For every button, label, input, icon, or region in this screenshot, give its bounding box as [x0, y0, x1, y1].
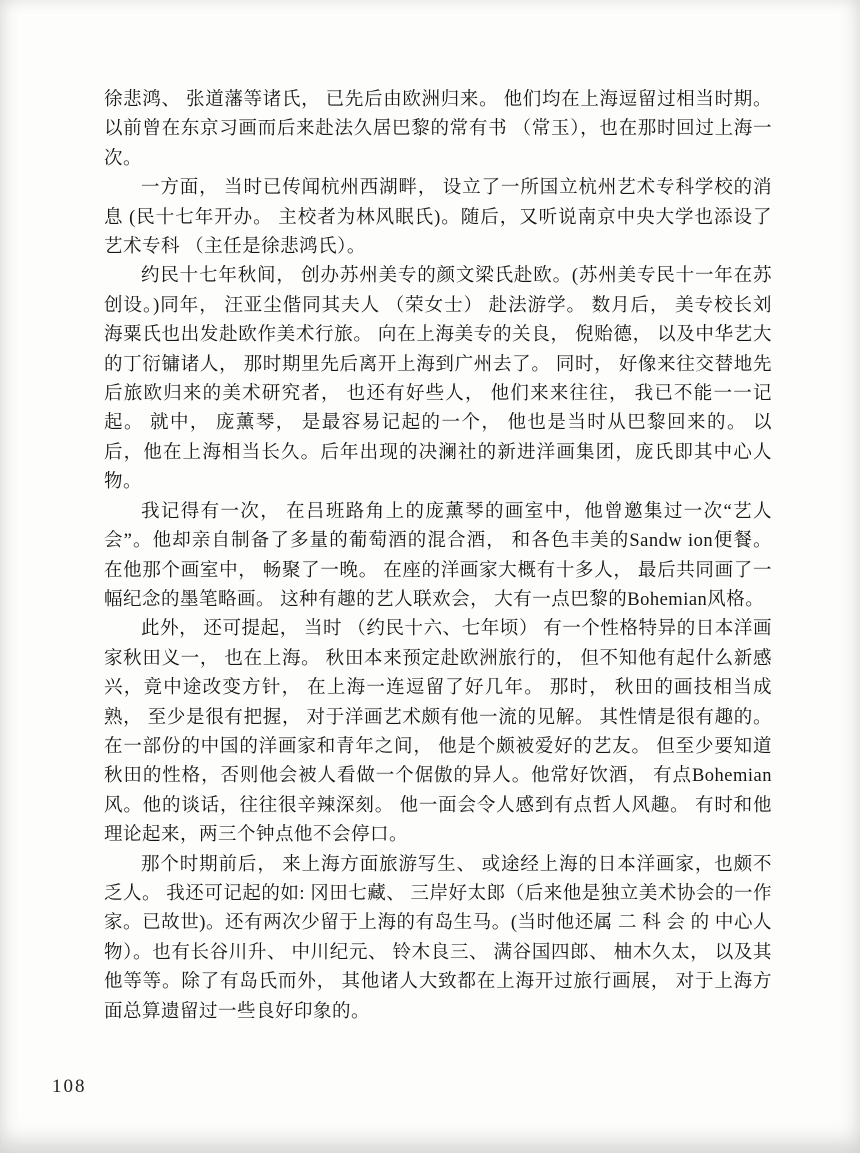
- paragraph: 一方面， 当时已传闻杭州西湖畔， 设立了一所国立杭州艺术专科学校的消息 (民十七年开办。 主校者为林风眠氏)。随后，又听说南京中央大学也添设了艺术专科 （主任是徐悲鸿氏）。: [104, 178, 772, 258]
- paragraph: 此外， 还可提起， 当时 （约民十六、七年顷） 有一个性格特异的日本洋画家秋田义一， 也在上海。 秋田本来预定赴欧洲旅行的， 但不知他有起什么新感兴，竟中途改变方针， 在上海一连逗留了好几年。 那时， 秋田的画技相当成熟， 至少是很有把握， 对于洋画艺术颇有他一流的见解。 其性情是很有趣的。 在一部份的中国的洋画家和青年之间， 他是个颇被爱好的艺友。 但至少要知道秋田的性格，否则他会被人看做一个倨傲的异人。他常好饮酒， 有点Bohemian风。他的谈话，往往很辛辣深刻。 他一面会令人感到有点哲人风趣。 有时和他理论起来，两三个钟点他不会停口。: [104, 619, 772, 846]
- paragraph: 徐悲鸿、 张道藩等诸氏， 已先后由欧洲归来。 他们均在上海逗留过相当时期。 以前曾在东京习画而后来赴法久居巴黎的常有书 （常玉），也在那时回过上海一次。: [104, 90, 772, 169]
- paragraph: 约民十七年秋间， 创办苏州美专的颜文梁氏赴欧。(苏州美专民十一年在苏创设。)同年， 汪亚尘偕同其夫人 （荣女士） 赴法游学。 数月后， 美专校长刘海粟氏也出发赴欧作美术行旅。 向在上海美专的关良， 倪贻德， 以及中华艺大的丁衍镛诸人， 那时期里先后离开上海到广州去了。 同时， 好像来往交替地先后旅欧归来的美术研究者， 也还有好些人， 他们来来往往， 我已不能一一记起。 就中， 庞薰琴， 是最容易记起的一个， 他也是当时从巴黎回来的。 以后，他在上海相当长久。后年出现的决澜社的新进洋画集团，庞氏即其中心人物。: [104, 266, 772, 493]
- paragraph: 我记得有一次， 在吕班路角上的庞薰琴的画室中，他曾邀集过一次“艺人会”。他却亲自制备了多量的葡萄酒的混合酒， 和各色丰美的Sandw ion便餐。 在他那个画室中， 畅聚了一晚。 在座的洋画家大概有十多人， 最后共同画了一幅纪念的墨笔略画。 这种有趣的艺人联欢会， 大有一点巴黎的Bohemian风格。: [104, 501, 772, 610]
- paragraph: 那个时期前后， 来上海方面旅游写生、 或途经上海的日本洋画家，也颇不乏人。 我还可记起的如: 冈田七藏、 三岸好太郎（后来他是独立美术协会的一作家。已故世)。还有两次少留于上海的有岛生马。(当时他还属 二 科 会 的 中心人物）。也有长谷川升、 中川纪元、 铃木良三、 满谷国四郎、 柚木久太， 以及其他等等。除了有岛氏而外， 其他诸人大致都在上海开过旅行画展， 对于上海方面总算遗留过一些良好印象的。: [104, 854, 772, 1022]
- page-text-block: [104, 86, 772, 1027]
- page-number: 108: [52, 1076, 87, 1097]
